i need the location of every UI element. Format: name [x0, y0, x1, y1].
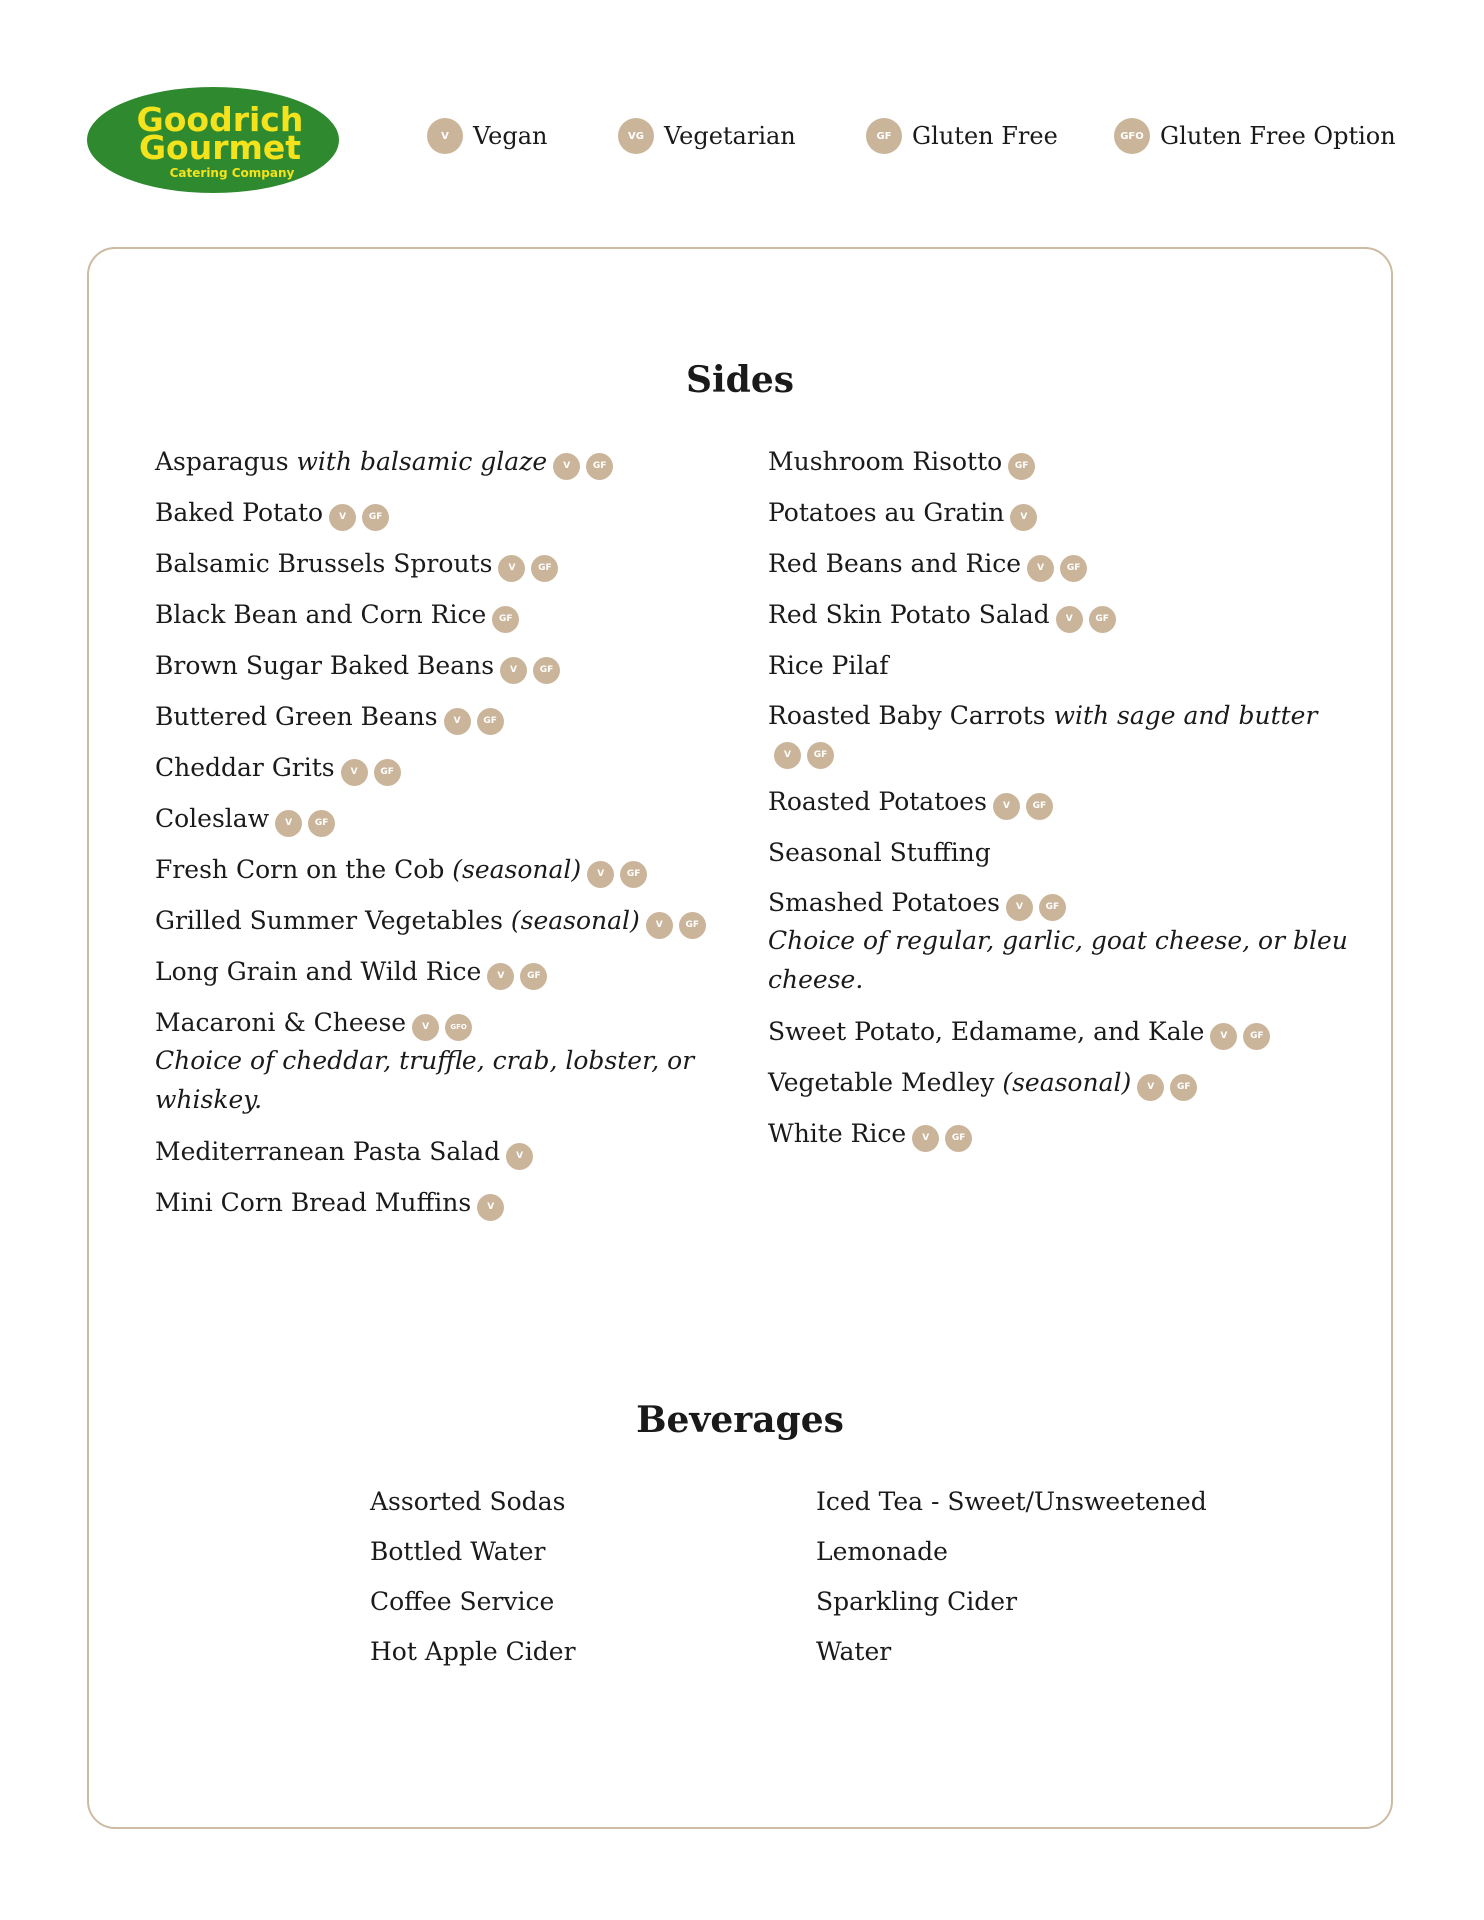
v-badge-icon: V	[646, 912, 673, 939]
logo-text-line3: Catering Company	[169, 166, 295, 180]
menu-item-name: White Rice	[768, 1119, 907, 1148]
beverage-item: Iced Tea - Sweet/Unsweetened	[816, 1487, 1207, 1516]
menu-item	[768, 835, 1348, 870]
v-badge-icon: V	[993, 793, 1020, 820]
menu-item	[768, 546, 1348, 582]
menu-item-name: Smashed Potatoes	[768, 888, 1000, 917]
v-badge-icon: V	[412, 1014, 439, 1041]
menu-item-name: Vegetable Medley	[768, 1068, 1003, 1097]
menu-item	[768, 648, 1348, 683]
menu-item	[155, 1005, 725, 1119]
menu-item-name: Fresh Corn on the Cob	[155, 855, 453, 884]
menu-item	[155, 750, 725, 786]
v-badge-icon: V	[587, 861, 614, 888]
menu-item	[768, 1014, 1348, 1050]
menu-item-detail: with sage and butter	[1053, 701, 1318, 730]
menu-card	[87, 247, 1393, 1829]
beverages-right-column	[816, 1484, 1316, 1684]
menu-item	[155, 1134, 725, 1170]
v-badge-icon: V	[444, 708, 471, 735]
beverage-item: Water	[816, 1637, 892, 1666]
v-badge-icon: V	[341, 759, 368, 786]
gf-badge-icon: GF	[1170, 1074, 1197, 1101]
menu-item-name: Coleslaw	[155, 804, 270, 833]
gf-badge-icon: GF	[374, 759, 401, 786]
menu-item-name: Buttered Green Beans	[155, 702, 438, 731]
menu-item-name: Roasted Baby Carrots	[768, 701, 1054, 730]
menu-item	[768, 784, 1348, 820]
menu-item-name: Seasonal Stuffing	[768, 838, 991, 867]
legend-label: Vegetarian	[664, 122, 796, 150]
menu-item-note: Choice of cheddar, truffle, crab, lobster, or whiskey.	[155, 1046, 695, 1114]
menu-item	[768, 698, 1348, 769]
gf-badge-icon: GF	[586, 453, 613, 480]
menu-item	[768, 495, 1348, 531]
gf-badge-icon: GF	[679, 912, 706, 939]
legend-vegetarian	[618, 116, 796, 156]
v-badge-icon: V	[275, 810, 302, 837]
gf-badge-icon: GF	[807, 742, 834, 769]
menu-item-name: Macaroni & Cheese	[155, 1008, 407, 1037]
menu-item	[155, 801, 725, 837]
sides-right-column	[768, 444, 1348, 1167]
menu-item	[155, 954, 725, 990]
menu-item-name: Mini Corn Bread Muffins	[155, 1188, 472, 1217]
menu-item	[155, 852, 725, 888]
gluten-free-option-badge-icon: GFO	[1114, 118, 1150, 154]
menu-item	[768, 1116, 1348, 1152]
menu-item	[768, 885, 1348, 999]
v-badge-icon: V	[487, 963, 514, 990]
v-badge-icon: V	[912, 1125, 939, 1152]
v-badge-icon: V	[1010, 504, 1037, 531]
gf-badge-icon: GF	[1243, 1023, 1270, 1050]
menu-item	[155, 648, 725, 684]
menu-item-note: Choice of regular, garlic, goat cheese, or bleu cheese.	[768, 926, 1348, 994]
v-badge-icon: V	[1210, 1023, 1237, 1050]
v-badge-icon: V	[553, 453, 580, 480]
vegetarian-badge-icon: VG	[618, 118, 654, 154]
menu-item-name: Black Bean and Corn Rice	[155, 600, 487, 629]
beverage-item: Coffee Service	[370, 1587, 555, 1616]
gf-badge-icon: GF	[492, 606, 519, 633]
menu-item-detail: (seasonal)	[510, 906, 640, 935]
menu-item-name: Mushroom Risotto	[768, 447, 1003, 476]
v-badge-icon: V	[329, 504, 356, 531]
menu-item	[155, 495, 725, 531]
menu-item-name: Roasted Potatoes	[768, 787, 987, 816]
v-badge-icon: V	[498, 555, 525, 582]
logo-text-line1: Goodrich	[136, 100, 304, 139]
gf-badge-icon: GF	[1026, 793, 1053, 820]
menu-item-name: Grilled Summer Vegetables	[155, 906, 511, 935]
menu-item-detail: (seasonal)	[1002, 1068, 1132, 1097]
beverage-item: Lemonade	[816, 1537, 948, 1566]
company-logo	[86, 86, 340, 194]
menu-item-name: Baked Potato	[155, 498, 324, 527]
menu-item-name: Red Skin Potato Salad	[768, 600, 1050, 629]
legend-label: Gluten Free Option	[1160, 122, 1396, 150]
beverage-item: Hot Apple Cider	[370, 1637, 576, 1666]
v-badge-icon: V	[500, 657, 527, 684]
menu-item	[768, 1065, 1348, 1101]
menu-item-detail: (seasonal)	[452, 855, 582, 884]
menu-item	[155, 903, 725, 939]
v-badge-icon: V	[1137, 1074, 1164, 1101]
menu-item-name: Sweet Potato, Edamame, and Kale	[768, 1017, 1205, 1046]
gf-badge-icon: GF	[620, 861, 647, 888]
menu-item	[768, 597, 1348, 633]
beverages-left-column	[370, 1484, 770, 1684]
sides-left-column	[155, 444, 725, 1236]
gf-badge-icon: GF	[1039, 894, 1066, 921]
gf-badge-icon: GF	[1060, 555, 1087, 582]
beverage-item: Bottled Water	[370, 1537, 546, 1566]
menu-item-name: Mediterranean Pasta Salad	[155, 1137, 501, 1166]
menu-item	[155, 597, 725, 633]
menu-item	[768, 444, 1348, 480]
gf-badge-icon: GF	[362, 504, 389, 531]
menu-item-name: Brown Sugar Baked Beans	[155, 651, 495, 680]
menu-item-name: Cheddar Grits	[155, 753, 335, 782]
legend-label: Gluten Free	[912, 122, 1058, 150]
gf-badge-icon: GF	[945, 1125, 972, 1152]
menu-item-name: Red Beans and Rice	[768, 549, 1022, 578]
menu-item-name: Potatoes au Gratin	[768, 498, 1005, 527]
beverages-title: Beverages	[636, 1399, 844, 1441]
sides-title: Sides	[685, 359, 795, 401]
gf-badge-icon: GF	[533, 657, 560, 684]
v-badge-icon: V	[1056, 606, 1083, 633]
gf-badge-icon: GF	[1008, 453, 1035, 480]
menu-item-detail: with balsamic glaze	[296, 447, 548, 476]
legend-label: Vegan	[473, 122, 548, 150]
gf-badge-icon: GF	[477, 708, 504, 735]
gf-badge-icon: GF	[308, 810, 335, 837]
menu-item	[155, 546, 725, 582]
vegan-badge-icon: V	[427, 118, 463, 154]
v-badge-icon: V	[506, 1143, 533, 1170]
menu-item-name: Long Grain and Wild Rice	[155, 957, 482, 986]
v-badge-icon: V	[1027, 555, 1054, 582]
legend-vegan	[427, 116, 547, 156]
gf-badge-icon: GF	[520, 963, 547, 990]
gfo-badge-icon: GFO	[445, 1014, 472, 1041]
v-badge-icon: V	[1006, 894, 1033, 921]
menu-item	[155, 699, 725, 735]
logo-text-line2: Gourmet	[138, 128, 302, 167]
menu-item-name: Rice Pilaf	[768, 651, 889, 680]
gf-badge-icon: GF	[1089, 606, 1116, 633]
menu-item-name: Asparagus	[155, 447, 297, 476]
beverage-item: Assorted Sodas	[370, 1487, 566, 1516]
v-badge-icon: V	[774, 742, 801, 769]
menu-item	[155, 444, 725, 480]
legend-gluten-free	[866, 116, 1058, 156]
menu-item	[155, 1185, 725, 1221]
gluten-free-badge-icon: GF	[866, 118, 902, 154]
beverage-item: Sparkling Cider	[816, 1587, 1018, 1616]
v-badge-icon: V	[477, 1194, 504, 1221]
gf-badge-icon: GF	[531, 555, 558, 582]
legend-gluten-free-option	[1114, 116, 1396, 156]
menu-item-name: Balsamic Brussels Sprouts	[155, 549, 493, 578]
